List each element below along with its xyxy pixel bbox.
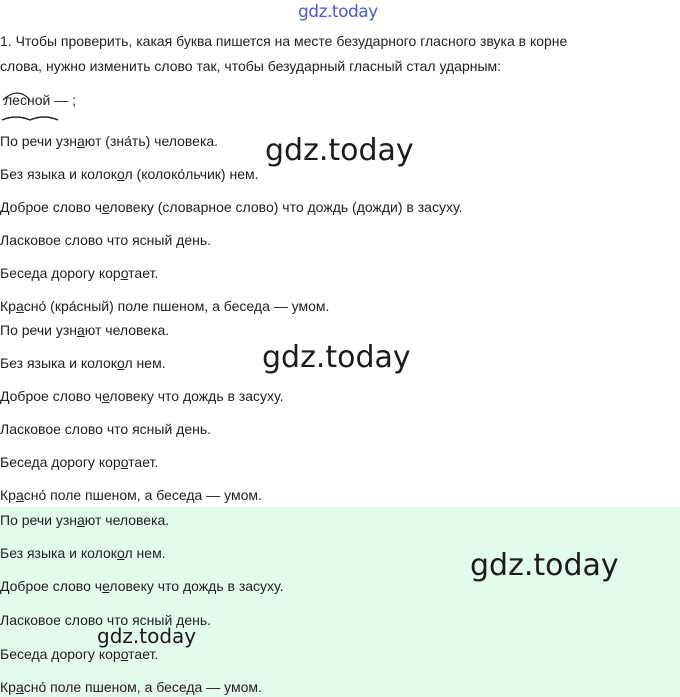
- watermark-1: gdz.today: [265, 133, 414, 168]
- intro-line-1: 1. Чтобы проверить, какая буква пишется на месте безударного гласного звука в корне: [0, 33, 568, 49]
- root-example-suffix: ной: [26, 92, 51, 108]
- root-example-rest: — ;: [50, 92, 76, 108]
- s1-line-2: Без языка и колокол (колоко́льчик) нем.: [0, 166, 259, 182]
- s3-line-6: Красно́ поле пшеном, а беседа — умом.: [0, 679, 262, 695]
- s3-line-2: Без языка и колокол нем.: [0, 545, 166, 561]
- s2-line-4: Ласковое слово что ясный день.: [0, 421, 212, 437]
- s1-line-1: По речи узнают (зна́ть) человека.: [0, 133, 219, 149]
- s1-line-3: Доброе слово человеку (словарное слово) что дождь (дожди) в засуху.: [0, 199, 463, 215]
- s2-line-3: Доброе слово человеку что дождь в засуху.: [0, 388, 284, 404]
- intro-line-2: слова, нужно изменить слово так, чтобы безударный гласный стал ударным:: [0, 58, 502, 74]
- watermark-top: gdz.today: [298, 2, 378, 22]
- s2-line-6: Красно́ поле пшеном, а беседа — умом.: [0, 487, 262, 503]
- s2-line-5: Беседа дорогу коротает.: [0, 454, 159, 470]
- root-example-root: лес: [4, 92, 27, 108]
- s1-line-5: Беседа дорогу коротает.: [0, 265, 159, 281]
- watermark-3: gdz.today: [470, 548, 619, 583]
- s1-line-6: Красно́ (кра́сный) поле пшеном, а беседа — умом.: [0, 298, 330, 314]
- s2-line-1: По речи узнают человека.: [0, 322, 170, 338]
- s3-line-5: Беседа дорогу коротает.: [0, 646, 159, 662]
- highlight-background: [0, 507, 680, 697]
- watermark-2: gdz.today: [262, 340, 411, 375]
- s3-line-1: По речи узнают человека.: [0, 512, 170, 528]
- s3-line-4: Ласковое слово что ясный день.: [0, 612, 212, 628]
- s2-line-2: Без языка и колокол нем.: [0, 355, 166, 371]
- s3-line-3: Доброе слово человеку что дождь в засуху.: [0, 578, 284, 594]
- s1-line-4: Ласковое слово что ясный день.: [0, 232, 212, 248]
- watermark-4: gdz.today: [97, 624, 197, 648]
